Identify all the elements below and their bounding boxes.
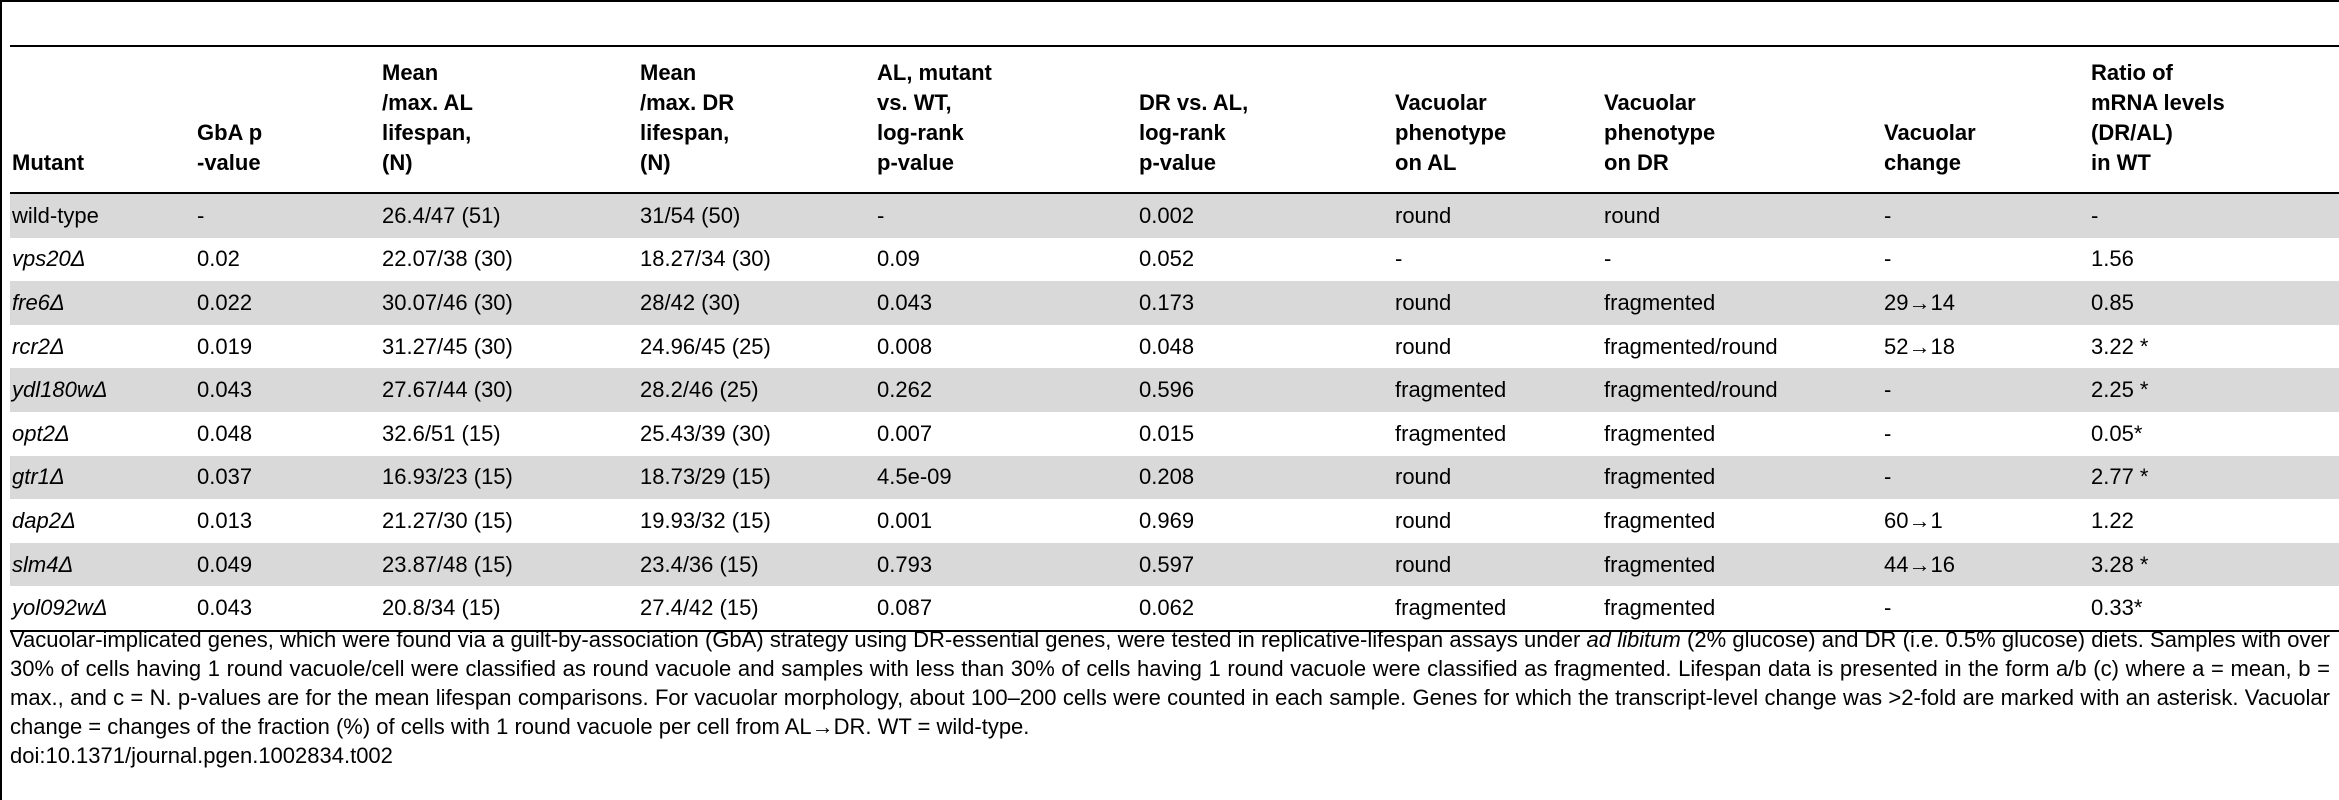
- cell-al-lifespan: 26.4/47 (51): [380, 193, 638, 238]
- cell-al-logrank: 0.793: [875, 543, 1137, 587]
- cell-al-logrank: 0.001: [877, 507, 933, 533]
- cell-mutant: dap2Δ: [12, 507, 76, 533]
- cell-vacuolar-al: round: [1393, 281, 1602, 325]
- cell-mutant: wild-type: [10, 193, 195, 238]
- header-line: /max. AL: [382, 90, 473, 115]
- cell-mrna-ratio: 0.33*: [2089, 586, 2339, 631]
- header-line: phenotype: [1604, 120, 1716, 145]
- cell-vacuolar-dr: fragmented: [1602, 586, 1882, 631]
- cell-vacuolar-al: round: [1393, 193, 1602, 238]
- cell-gba-pvalue: 0.019: [197, 333, 253, 359]
- cell-vacuolar-dr: round: [1602, 193, 1882, 238]
- cell-gba-pvalue: 0.02: [197, 246, 240, 272]
- cell-vacuolar-change: -: [1882, 456, 2089, 500]
- cell-vacuolar-change: 44→16: [1882, 543, 2089, 587]
- cell-dr-lifespan: 19.93/32 (15): [640, 507, 771, 533]
- cell-al-lifespan: 30.07/46 (30): [380, 281, 638, 325]
- header-vacuolar-dr: [1602, 50, 1882, 193]
- header-top-rule: [10, 45, 2339, 47]
- cell-mrna-ratio: 3.28 *: [2089, 543, 2339, 587]
- cell-dr-logrank: 0.173: [1137, 281, 1393, 325]
- cell-mrna-ratio: 1.22: [2091, 507, 2134, 533]
- cell-vacuolar-dr: fragmented: [1604, 420, 1716, 446]
- cell-vacuolar-change: -: [1882, 193, 2089, 238]
- cell-vacuolar-al: round: [1395, 507, 1452, 533]
- cell-vacuolar-dr: fragmented/round: [1602, 368, 1882, 412]
- header-line: Mean: [640, 60, 697, 85]
- cell-mutant: slm4Δ: [10, 543, 195, 587]
- header-line: Vacuolar: [1884, 120, 1976, 145]
- top-rule: [0, 0, 2339, 2]
- table-body: [10, 193, 2339, 631]
- cell-al-logrank: 0.087: [875, 586, 1137, 631]
- cell-mrna-ratio: 2.25 *: [2089, 368, 2339, 412]
- header-line: mRNA levels: [2091, 90, 2225, 115]
- cell-al-logrank: 0.008: [877, 333, 933, 359]
- cell-vacuolar-change: -: [1884, 246, 1892, 272]
- cell-al-logrank: 0.043: [875, 281, 1137, 325]
- header-line: change: [1884, 150, 1962, 175]
- header-line: log-rank: [1139, 120, 1226, 145]
- cell-mrna-ratio: 0.85: [2089, 281, 2339, 325]
- header-line: lifespan,: [382, 120, 472, 145]
- cell-vacuolar-change: 60→1: [1884, 507, 1943, 533]
- cell-dr-lifespan: 31/54 (50): [638, 193, 875, 238]
- header-gba-pvalue: [195, 50, 380, 193]
- footnote-part1: Vacuolar-implicated genes, which were found via a guilt-by-association (GbA) strategy using DR-essential genes, were tested in replicative-lifespan assays under: [10, 627, 1587, 652]
- cell-dr-lifespan: 28.2/46 (25): [638, 368, 875, 412]
- cell-mutant: fre6Δ: [10, 281, 195, 325]
- header-line: in WT: [2091, 150, 2151, 175]
- cell-mrna-ratio: -: [2089, 193, 2339, 238]
- cell-dr-logrank: 0.208: [1137, 456, 1393, 500]
- header-line: (N): [640, 150, 671, 175]
- cell-gba-pvalue: 0.049: [195, 543, 380, 587]
- table-row: [10, 412, 2339, 456]
- cell-gba-pvalue: 0.013: [197, 507, 253, 533]
- cell-al-lifespan: 31.27/45 (30): [382, 333, 513, 359]
- header-line: Mean: [382, 60, 439, 85]
- table-row: [10, 281, 2339, 325]
- cell-dr-logrank: 0.048: [1139, 333, 1195, 359]
- header-line: lifespan,: [640, 120, 730, 145]
- footnote-italic: ad libitum: [1586, 627, 1681, 652]
- header-vacuolar-change: [1882, 50, 2089, 193]
- cell-dr-lifespan: 18.73/29 (15): [638, 456, 875, 500]
- cell-mrna-ratio: 1.56: [2091, 246, 2134, 272]
- cell-vacuolar-al: fragmented: [1393, 586, 1602, 631]
- cell-gba-pvalue: 0.022: [195, 281, 380, 325]
- doi-line: doi:10.1371/journal.pgen.1002834.t002: [10, 743, 393, 768]
- cell-dr-lifespan: 23.4/36 (15): [638, 543, 875, 587]
- cell-al-logrank: -: [875, 193, 1137, 238]
- cell-dr-logrank: 0.052: [1139, 246, 1195, 272]
- cell-vacuolar-al: round: [1395, 333, 1452, 359]
- header-al-logrank: [875, 50, 1137, 193]
- cell-vacuolar-al: fragmented: [1393, 368, 1602, 412]
- cell-al-logrank: 4.5e-09: [875, 456, 1137, 500]
- cell-dr-lifespan: 24.96/45 (25): [640, 333, 771, 359]
- cell-vacuolar-change: -: [1882, 586, 2089, 631]
- table-row: [10, 238, 2339, 282]
- cell-vacuolar-change: -: [1884, 420, 1892, 446]
- footnote-text: [10, 625, 2330, 741]
- cell-al-lifespan: 16.93/23 (15): [380, 456, 638, 500]
- cell-dr-logrank: 0.015: [1139, 420, 1195, 446]
- cell-al-logrank: 0.007: [877, 420, 933, 446]
- header-dr-lifespan: [638, 50, 875, 193]
- header-line: vs. WT,: [877, 90, 952, 115]
- header-line: /max. DR: [640, 90, 735, 115]
- cell-dr-lifespan: 27.4/42 (15): [638, 586, 875, 631]
- cell-al-lifespan: 20.8/34 (15): [380, 586, 638, 631]
- cell-mutant: vps20Δ: [12, 246, 86, 272]
- header-line: p-value: [1139, 150, 1217, 175]
- cell-dr-lifespan: 25.43/39 (30): [640, 420, 771, 446]
- header-dr-logrank: [1137, 50, 1393, 193]
- table-row: [10, 499, 2339, 543]
- cell-gba-pvalue: 0.037: [195, 456, 380, 500]
- cell-vacuolar-al: round: [1393, 543, 1602, 587]
- cell-gba-pvalue: 0.043: [195, 586, 380, 631]
- cell-vacuolar-dr: fragmented: [1602, 281, 1882, 325]
- table-row: [10, 325, 2339, 369]
- cell-vacuolar-dr: fragmented: [1602, 456, 1882, 500]
- header-line: on AL: [1395, 150, 1457, 175]
- cell-vacuolar-change: 29→14: [1882, 281, 2089, 325]
- header-line: Ratio of: [2091, 60, 2173, 85]
- cell-dr-lifespan: 28/42 (30): [638, 281, 875, 325]
- data-table: [10, 50, 2339, 632]
- cell-gba-pvalue: -: [195, 193, 380, 238]
- header-mrna-ratio: [2089, 50, 2339, 193]
- cell-mrna-ratio: 0.05*: [2091, 420, 2143, 446]
- cell-mutant: opt2Δ: [12, 420, 70, 446]
- cell-mutant: gtr1Δ: [10, 456, 195, 500]
- table-row: [10, 543, 2339, 587]
- cell-vacuolar-change: 52→18: [1884, 333, 1955, 359]
- cell-mutant: yol092wΔ: [10, 586, 195, 631]
- cell-vacuolar-dr: fragmented/round: [1604, 333, 1778, 359]
- cell-vacuolar-change: -: [1882, 368, 2089, 412]
- header-line: (DR/AL): [2091, 120, 2173, 145]
- cell-dr-lifespan: 18.27/34 (30): [640, 246, 771, 272]
- header-line: -value: [197, 150, 261, 175]
- cell-al-logrank: 0.09: [877, 246, 920, 272]
- table-row: [10, 193, 2339, 238]
- cell-vacuolar-al: -: [1395, 246, 1403, 272]
- cell-al-logrank: 0.262: [875, 368, 1137, 412]
- header-mutant: [10, 50, 195, 193]
- cell-mutant: ydl180wΔ: [10, 368, 195, 412]
- cell-al-lifespan: 21.27/30 (15): [382, 507, 513, 533]
- cell-mrna-ratio: 2.77 *: [2089, 456, 2339, 500]
- cell-dr-logrank: 0.596: [1137, 368, 1393, 412]
- cell-vacuolar-dr: fragmented: [1602, 543, 1882, 587]
- cell-al-lifespan: 22.07/38 (30): [382, 246, 513, 272]
- header-line: DR vs. AL,: [1139, 90, 1249, 115]
- header-line: GbA p: [197, 120, 263, 145]
- header-al-lifespan: [380, 50, 638, 193]
- header-line: Vacuolar: [1395, 90, 1487, 115]
- table-header: [10, 50, 2339, 193]
- header-line: phenotype: [1395, 120, 1507, 145]
- cell-vacuolar-al: fragmented: [1395, 420, 1507, 446]
- cell-al-lifespan: 23.87/48 (15): [380, 543, 638, 587]
- header-line: p-value: [877, 150, 955, 175]
- cell-dr-logrank: 0.969: [1139, 507, 1195, 533]
- header-vacuolar-al: [1393, 50, 1602, 193]
- table-footnote: [10, 625, 2330, 770]
- header-line: Vacuolar: [1604, 90, 1696, 115]
- header-line: AL, mutant: [877, 60, 992, 85]
- cell-gba-pvalue: 0.043: [195, 368, 380, 412]
- cell-gba-pvalue: 0.048: [197, 420, 253, 446]
- cell-dr-logrank: 0.002: [1137, 193, 1393, 238]
- cell-vacuolar-dr: -: [1604, 246, 1612, 272]
- header-line: on DR: [1604, 150, 1669, 175]
- cell-mutant: rcr2Δ: [12, 333, 65, 359]
- table-row: [10, 456, 2339, 500]
- header-row: [10, 50, 2339, 193]
- cell-al-lifespan: 32.6/51 (15): [382, 420, 501, 446]
- cell-vacuolar-dr: fragmented: [1604, 507, 1716, 533]
- footnote-part2: (2% glucose) and DR (i.e. 0.5% glucose) diets. Samples with over 30% of cells having 1 round vacuole/cell were classified as round vacuole and samples with less than 30% of cells having 1 round vacuole were classified as fragmented. Lifespan data is presented in the form a/b (c) where a = mean, b = max., and c = N. p-values are for the mean lifespan comparisons. For vacuolar morphology, about 100–200 cells were counted in each sample. Genes for which the transcript-level change was >2-fold are marked with an asterisk. Vacuolar change = changes of the fraction (%) of cells with 1 round vacuole per cell from AL→DR. WT = wild-type.: [10, 627, 2331, 739]
- cell-vacuolar-al: round: [1393, 456, 1602, 500]
- cell-dr-logrank: 0.062: [1137, 586, 1393, 631]
- header-line: (N): [382, 150, 413, 175]
- header-line: Mutant: [12, 150, 85, 175]
- table-row: [10, 368, 2339, 412]
- cell-dr-logrank: 0.597: [1137, 543, 1393, 587]
- cell-mrna-ratio: 3.22 *: [2091, 333, 2149, 359]
- cell-al-lifespan: 27.67/44 (30): [380, 368, 638, 412]
- header-line: log-rank: [877, 120, 964, 145]
